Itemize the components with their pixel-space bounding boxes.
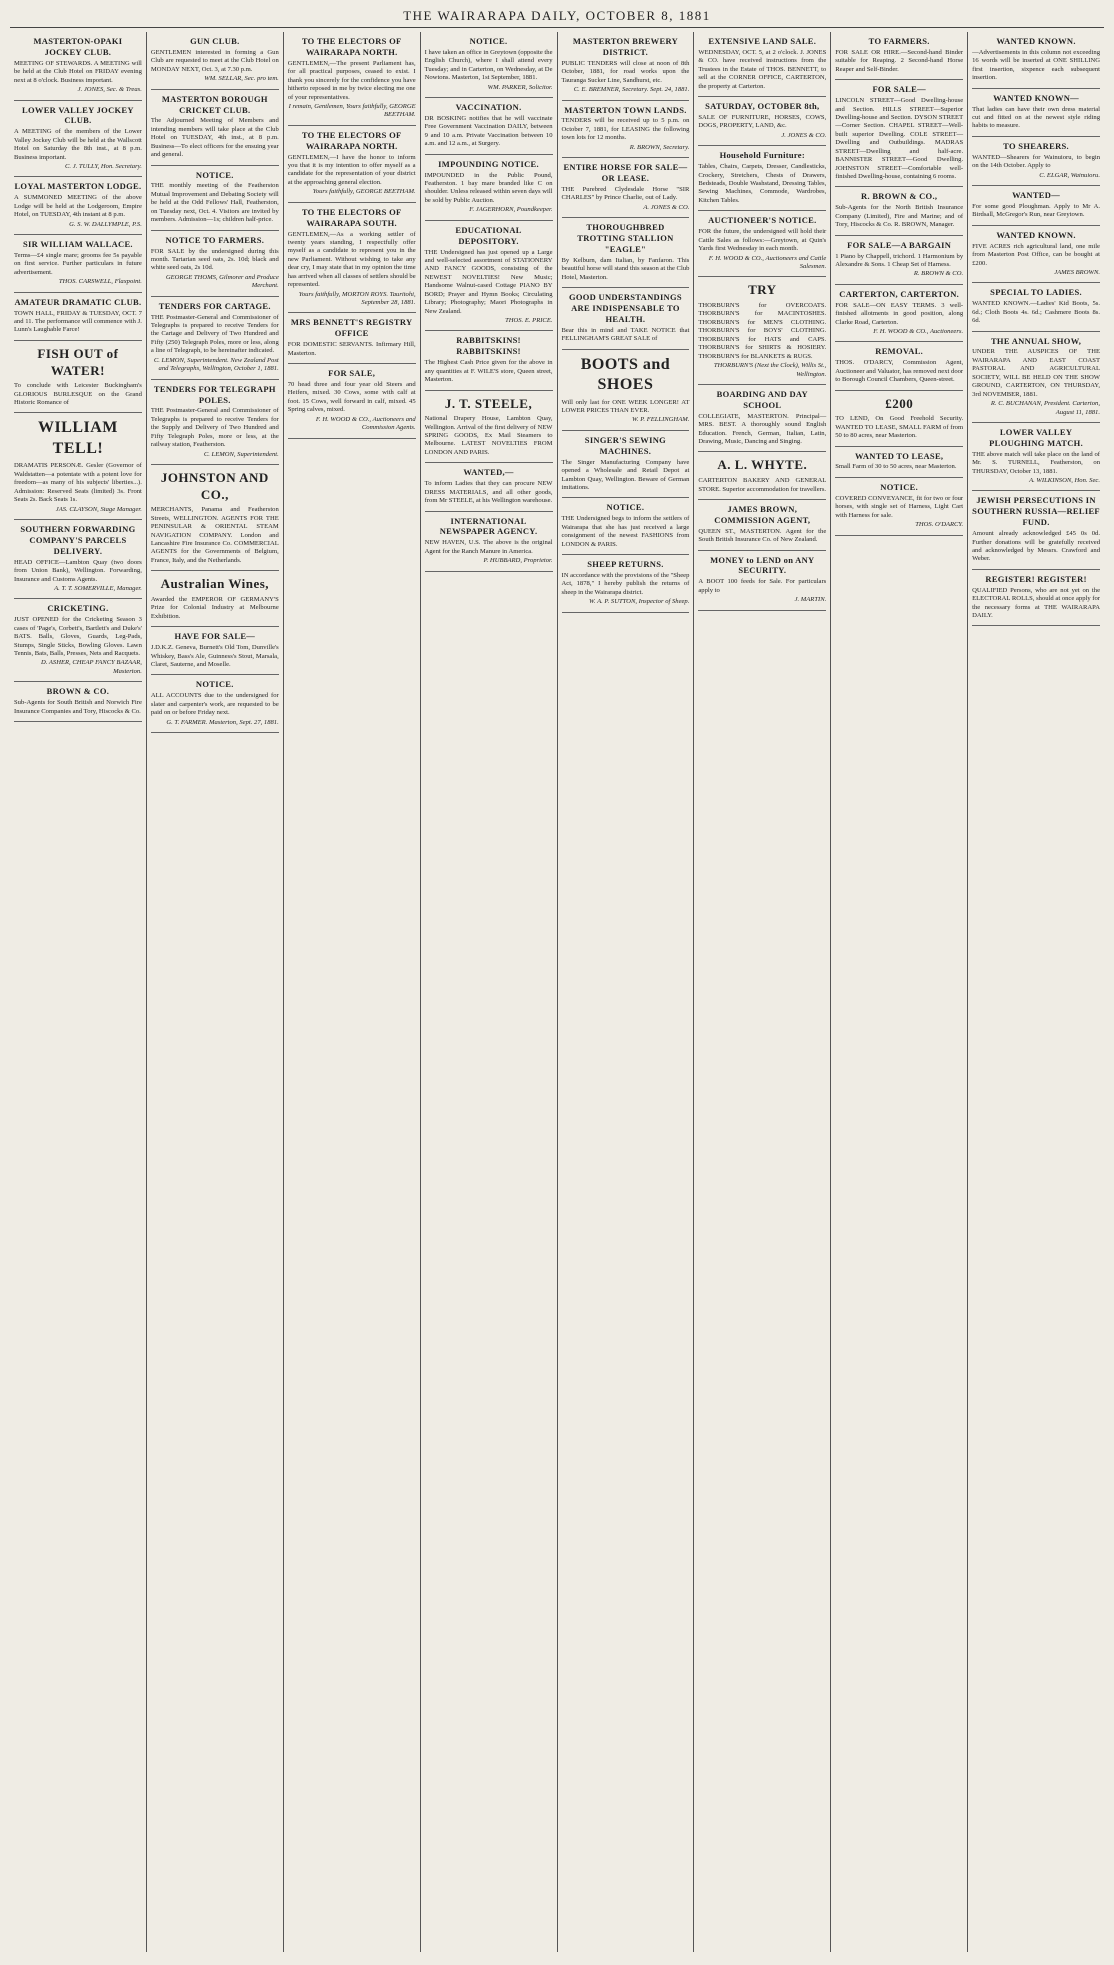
advertisement [425, 391, 553, 464]
ad-title: WANTED KNOWN— [993, 92, 1079, 103]
ad-signature: F. JAGERHORN, Poundkeeper. [469, 206, 553, 214]
advertisement [151, 571, 279, 627]
ad-body: Amount already acknowledged £45 0s 0d. Further donations will be gratefully received and acknowledged by Messrs. Crawford and Weber. [972, 530, 1100, 563]
advertisement [972, 137, 1100, 186]
advertisement [698, 551, 826, 611]
ad-body: WANTED—Shearers for Wainuioru, to begin on the 14th October. Apply to [972, 153, 1100, 170]
advertisement [562, 101, 690, 159]
ad-title: WILLIAM TELL! [37, 419, 118, 457]
ad-signature: J. MARTIN. [794, 596, 827, 604]
ad-body: The Adjourned Meeting of Members and intending members will take place at the Club Hotel on TUESDAY, 4th inst., at 8 p.m. Business—To elect officers for the ensuing year and general. [150, 117, 279, 159]
ad-signature: THOS. E. PRICE. [505, 317, 553, 324]
ad-signature: R. BROWN, Secretary. [629, 143, 690, 151]
advertisement [835, 391, 963, 447]
ad-title: SINGER'S SEWING MACHINES. [584, 434, 667, 456]
ad-signature: C. LEMON, Superintendent. [203, 450, 279, 458]
ad-title: SATURDAY, OCTOBER 8th, [705, 101, 820, 112]
ad-title: WANTED KNOWN. [996, 229, 1076, 240]
ad-title: SOUTHERN FORWARDING COMPANY'S PARCELS DELIVERY. [20, 524, 136, 556]
advertisement [288, 32, 416, 126]
ad-body: I have taken an office in Greytown (opposite the English Church), where I shall attend every Tuesday; and in Carterton, on Wednesday, at De Nowtons. Masterton, 1st September, 1881. [424, 48, 553, 82]
advertisement [698, 146, 826, 211]
advertisement [151, 675, 279, 733]
ad-title: LOWER VALLEY PLOUGHING MATCH. [989, 426, 1084, 448]
ad-title: Australian Wines, [160, 576, 270, 592]
ad-title: TRY [748, 282, 777, 298]
column-7 [831, 32, 968, 1952]
advertisement [425, 331, 553, 390]
ad-signature: WM. SELLAR, Sec. pro tem. [204, 75, 279, 83]
ad-body: For some good Ploughman. Apply to Mr A. Birdsall, McGregor's Run, near Greytown. [972, 202, 1100, 219]
advertisement [972, 226, 1100, 284]
ad-title: BROWN & CO. [46, 686, 110, 697]
ad-title: IMPOUNDING NOTICE. [438, 158, 539, 169]
ad-title: TO FARMERS. [868, 36, 930, 46]
ad-title: MASTERTON TOWN LANDS. [564, 104, 687, 115]
ad-body: THE above match will take place on the land of Mr. S. TURNELL, Featherston, on THURSDAY, October 13, 1881. [972, 450, 1100, 475]
ad-signature: G. S. W. DALLYMPLE, P.S. [69, 220, 142, 228]
ad-body: The Singer Manufacturing Company have opened a Wholesale and Retail Depot at Lambton Quay, Wellington. Beware of German imitations. [561, 458, 690, 491]
ad-body: LINCOLN STREET—Good Dwelling-house and Section. HILLS STREET—Superior Dwelling-house and Section. DYSON STREET—Corner Section. CHAPEL STREET—Well-built superior Dwelling. COLE STREET—Dwelling and Outbuildings. MADRAS STREET—Dwelling and half-acre. BANNISTER STREET—Good Dwelling. JOHNSTON STREET—Comfortable well-finished Dwelling-house, containing 6 rooms. [835, 97, 964, 180]
advertisement [972, 89, 1100, 137]
advertisement [698, 500, 826, 551]
ad-body: MERCHANTS, Panama and Featherston Streets, WELLINGTON. AGENTS FOR THE PENINSULAR & ORIENTAL STEAM NAVIGATION COMPANY. London and Lancashire Fire Insurance Co. COMMERCIAL AGENTS for the Governments of Belgium, France, Italy, and the Netherlands. [150, 506, 279, 564]
ad-body: THE Undersigned has just opened up a Large and well-selected assortment of STATIONERY AND FANCY GOODS, consisting of the NEWEST NOVELTIES! New Music; Handsome Walnut-cased Cottage PIANO BY BORD; Prayer and Hymn Books; Circulating Library; Photography; Maori Photographs in New Zealand. [424, 248, 553, 315]
advertisement [972, 491, 1100, 569]
ad-title: NOTICE. [195, 679, 234, 690]
advertisement [562, 498, 690, 555]
ad-body: By Kelburn, dam Italian, by Fanfaron. This beautiful horse will stand this season at the Club Hotel, Masterton. [561, 256, 690, 281]
advertisement [425, 512, 553, 572]
ad-body: MEETING OF STEWARDS. A MEETING will be held at the Club Hotel on FRIDAY evening next at 8 o'clock. Business important. [14, 59, 142, 84]
ad-signature: THOS. CARSWELL, Flaxpoint. [58, 278, 142, 286]
ad-title: THOROUGHBRED TROTTING STALLION "EAGLE" [577, 222, 674, 254]
ad-body: TOWN HALL, FRIDAY & TUESDAY, OCT. 7 and 11. The performance will commence with J. Lunn's Laughable Farce! [14, 309, 142, 334]
ad-body: The Highest Cash Price given for the above in any quantities at F. WILE'S store, Queen street, Masterton. [424, 359, 553, 384]
ad-signature: JAMES BROWN. [1054, 268, 1100, 276]
ad-body: To inform Ladies that they can procure NEW DRESS MATERIALS, and all other goods, from Mr STEELE, at his Wellington warehouse. [424, 480, 553, 505]
ad-title: JEWISH PERSECUTIONS IN SOUTHERN RUSSIA—RELIEF FUND. [972, 495, 1100, 528]
ad-body: FOR DOMESTIC SERVANTS. Infirmary Hill, Masterton. [287, 341, 416, 357]
ad-body: COVERED CONVEYANCE, fit for two or four horses, with single set of Harness, Light Cart with Harness for sale. [835, 494, 964, 519]
ad-body: DRAMATIS PERSONÆ. Gesler (Governor of Waldstatten—a potentate with a potent love for freedom—as many of his subjects' liberties...). Admission: Reserved Seats (limited) 3s. Front Seats 2s. Back Seats 1s. [14, 462, 142, 504]
ad-title: TENDERS FOR TELEGRAPH POLES. [153, 383, 276, 405]
ad-title: LOWER VALLEY JOCKEY CLUB. [22, 104, 134, 126]
ad-body: GENTLEMEN,—As a working settler of twenty years standing, I respectfully offer myself as a candidate to represent you in the new Parliament. Without wishing to take any dear cry, I may state that in my opinion the time has arrived when all classes of settlers should be represented. [287, 230, 416, 289]
ad-title: A. L. WHYTE. [717, 457, 808, 473]
ad-title: WANTED KNOWN. [996, 36, 1076, 46]
ad-body: FOR the future, the undersigned will hold their Cattle Sales as follows:—Greytown, at Quin's Yards first Wednesday in each month. [698, 228, 827, 253]
ad-title: NOTICE. [880, 481, 919, 492]
ad-body: WEDNESDAY, OCT. 5, at 2 o'clock. J. JONES & CO. have received instructions from the Trustees in the Estate of THOS. BENNETT, to sell at the CORNER OFFICE, CARTERTON, the property at Carterton. [698, 48, 827, 90]
advertisement [835, 285, 963, 343]
advertisement [972, 283, 1100, 331]
ad-signature: G. T. FARMER. Masterton, Sept. 27, 1881. [166, 718, 279, 726]
ad-body: WANTED KNOWN.—Ladies' Kid Boots, 5s. 6d.; Cloth Boots 4s. 6d.; Cashmere Boots 8s. 6d. [972, 300, 1100, 325]
ad-signature: C. E. BREMNER, Secretary. Sept. 24, 1881. [573, 86, 690, 94]
advertisement [972, 32, 1100, 89]
ad-body: A SUMMONED MEETING of the above Lodge will be held at the Lodgeroom, Empire Hotel, on TUESDAY, 4th instant at 8 p.m. [14, 194, 142, 219]
ad-title: NOTICE. [195, 169, 234, 180]
ad-signature: GEORGE THOMS, Gilmorer and Produce Merchant. [165, 273, 279, 290]
ad-title: J. T. STEELE, [444, 395, 533, 411]
advertisement [288, 126, 416, 203]
advertisement [562, 350, 690, 431]
ad-title: TENDERS FOR CARTAGE. [158, 300, 271, 311]
ad-body: UNDER THE AUSPICES OF THE WAIRARAPA AND EAST COAST PASTORAL AND AGRICULTURAL SOCIETY, WILL BE HELD ON THE SHOW GROUND, CARTERTON, ON THURSDAY, 3rd NOVEMBER, 1881. [972, 348, 1100, 398]
advertisement [562, 32, 690, 101]
ad-body: To conclude with Leicester Buckingham's GLORIOUS BURLESQUE on the Grand Historic Romance of [14, 382, 142, 406]
ad-signature: JAS. CLAYSON, Stage Manager. [55, 505, 142, 513]
ad-body: A MEETING of the members of the Lower Valley Jockey Club will be held at the Wallscott Hotel on Saturday the 8th inst., at 8 p.m. Business important. [14, 128, 142, 161]
ad-title: WANTED TO LEASE, [855, 450, 944, 461]
advertisement [14, 293, 142, 341]
ad-title: CARTERTON, CARTERTON. [839, 288, 960, 299]
ad-title: R. BROWN & CO., [861, 191, 938, 202]
advertisement [562, 158, 690, 218]
ad-body: COLLEGIATE, MASTERTON. Principal—MRS. BEST. A thoroughly sound English Education. French, German, Italian, Latin, Drawing, Music, Dancing and Singing. [698, 412, 827, 445]
ad-title: ENTIRE HORSE FOR SALE—OR LEASE. [563, 162, 688, 183]
ad-title: SPECIAL TO LADIES. [990, 287, 1082, 298]
ad-title: EDUCATIONAL DEPOSITORY. [455, 224, 522, 246]
advertisement [151, 380, 279, 465]
ad-body: CARTERTON BAKERY AND GENERAL STORE. Superior accommodation for travellers. [698, 477, 827, 493]
advertisement [425, 221, 553, 332]
column-1 [10, 32, 147, 1952]
ad-title: INTERNATIONAL NEWSPAPER AGENCY. [439, 515, 538, 537]
ad-body: THE Postmaster-General and Commissioner of Telegraphs is prepared to receive Tenders for the Supply and Delivery of Two Hundred and Fifty Telegraph Poles, more or less, at the railway station, Featherston. [150, 407, 279, 449]
column-5 [558, 32, 695, 1952]
ad-title: EXTENSIVE LAND SALE. [708, 36, 817, 46]
ad-body: National Drapery House, Lambton Quay, Wellington. Arrival of the first delivery of NEW SPRING GOODS, Ex Mail Steamers to Melbourne. LATEST NOVELTIES FROM LONDON AND PARIS. [424, 415, 553, 456]
masthead: THE WAIRARAPA DAILY, OCTOBER 8, 1881 [10, 8, 1104, 28]
ad-body: IN accordance with the provisions of the "Sheep Act, 1878," I hereby publish the returns of sheep in the Wairarapa district. [561, 571, 690, 596]
ad-body: THE Purebred Clydesdale Horse "SIR CHARLES" by Prince Charlie, out of Lady. [561, 185, 690, 202]
advertisement [562, 555, 690, 613]
column-2 [147, 32, 284, 1952]
ad-title: MRS BENNETT'S REGISTRY OFFICE [290, 317, 413, 339]
advertisement [698, 211, 826, 277]
ad-title: TO SHEARERS. [1003, 140, 1069, 151]
column-4 [421, 32, 558, 1952]
ad-body: FOR SALE by the undersigned during this month. Tartarian seed oats, 2s. 10d; black and white seed oats, 2s 10d. [150, 247, 279, 272]
ad-title: FOR SALE— [872, 84, 926, 95]
ad-signature: Yours faithfully, GEORGE BEETHAM. [312, 188, 416, 196]
ad-body: Terms—£4 single mare; grooms fee 5s payable on first service. Further particulars in future advertisement. [14, 251, 142, 276]
ad-signature: F. H. WOOD & CO., Auctioneers and Cattle Salesmen. [708, 254, 827, 270]
advertisement [151, 465, 279, 571]
ad-signature: D. ASHER, CHEAP FANCY BAZAAR, Masterton. [40, 659, 142, 675]
ad-title: FISH OUT of WATER! [37, 345, 119, 378]
ad-body: QUALIFIED Persons, who are not yet on the ELECTORAL ROLLS, should at once apply for the necessary forms at THE WAIRARAPA DAILY. [972, 586, 1100, 619]
ad-body: THE Undersigned begs to inform the settlers of Wairarapa that she has just received a large consignment of the newest FASHIONS from LONDON & PARIS. [561, 515, 690, 548]
ad-title: WANTED,— [463, 467, 514, 478]
ad-body: That ladies can have their own dress material cut and fitted on at the newest style riding habits to measure. [972, 105, 1100, 130]
ad-body: QUEEN ST., MASTERTON. Agent for the South British Insurance Co. of New Zealand. [698, 527, 827, 544]
ad-title: MONEY to LEND on ANY SECURITY. [710, 554, 815, 576]
ad-title: GOOD UNDERSTANDINGS ARE INDISPENSABLE TO HEALTH. [568, 292, 682, 324]
ad-body: Sub-Agents for South British and Norwich Fire Insurance Companies and Tory, Hiscocks & Co. [14, 699, 142, 715]
ad-title: NOTICE TO FARMERS. [165, 234, 265, 245]
ad-body: 70 head three and four year old Steers and Heifers, mixed. 30 Cows, some with calf at foot. 15 Cows, well forward in calf, mixed. 45 Spring calves, mixed. [287, 380, 416, 414]
ad-signature: F. H. WOOD & CO., Auctioneers. [873, 328, 964, 335]
ad-signature: J. JONES, Sec. & Treas. [77, 86, 142, 94]
ad-body: Will only last for ONE WEEK LONGER! AT LOWER PRICES THAN EVER. [561, 398, 690, 414]
ad-title: TO THE ELECTORS OF WAIRARAPA NORTH. [301, 129, 402, 151]
advertisement [835, 80, 963, 187]
ad-signature: P. HUBBARD, Proprietor. [483, 557, 553, 565]
ad-signature: A. WILKINSON, Hon. Sec. [1029, 477, 1100, 484]
advertisement [151, 231, 279, 297]
ad-title: £200 [885, 395, 914, 411]
ad-title: VACCINATION. [455, 102, 522, 113]
advertisement [14, 599, 142, 682]
ad-body: HEAD OFFICE—Lambton Quay (two doors from Union Bank), Wellington. Forwarding, Insurance and Customs Agents. [14, 558, 142, 583]
ad-body: Small Farm of 30 to 50 acres, near Masterton. [835, 463, 957, 471]
advertisement [698, 277, 826, 385]
ad-title: FOR SALE—A BARGAIN [847, 239, 952, 250]
advertisement [835, 187, 963, 235]
ad-signature: Yours faithfully, MORTON ROYS. Tauritohi, September 28, 1881. [298, 290, 416, 306]
ad-signature: F. H. WOOD & CO., Auctioneers and Commission Agents. [315, 415, 416, 432]
ad-signature: W. P. FELLINGHAM. [632, 416, 690, 424]
ad-signature: W. A. P. SUTTON, Inspector of Sheep. [589, 598, 690, 606]
ad-title: BOARDING AND DAY SCHOOL [716, 388, 808, 410]
advertisement [698, 32, 826, 97]
ad-body: IMPOUNDED in the Public Pound, Featherston. 1 bay mare branded like C on shoulder. Unless released within seven days will be sold by Public Auction. [424, 171, 553, 204]
advertisement [972, 423, 1100, 492]
ad-title: FOR SALE, [328, 368, 376, 379]
ad-body: J.D.K.Z. Geneva, Burnett's Old Tom, Dunville's Whiskey, Bass's Ale, Guinness's Stout, Marsala, Claret, Sauterne, and Moselle. [150, 644, 279, 668]
advertisement [425, 98, 553, 155]
advertisement [972, 332, 1100, 423]
ad-body: JUST OPENED for the Cricketing Season 3 cases of 'Page's, Corbett's, Bartlett's and Duke's' BATS. Balls, Gloves, Guards, Leg-Pads, Stumps, Single Sticks, Bowling Gloves. Lawn Tennis, Bats, Balls, Presses, Nets and Racquets. [14, 616, 142, 657]
ad-body: Tables, Chairs, Carpets, Dresser, Candlesticks, Crockery, Stretchers, Chests of Drawers, Bedsteads, Double Washstand, Dressing Tables, Sewing Machines, Commode, Wardrobes, Kitchen Tables. [698, 163, 827, 204]
advertisement [698, 97, 826, 146]
advertisement [14, 341, 142, 414]
ad-title: Household Furniture: [719, 150, 806, 161]
advertisement [835, 342, 963, 390]
column-6 [694, 32, 831, 1952]
ad-title: BOOTS and SHOES [580, 355, 671, 394]
ad-body: THE Postmaster-General and Commissioner of Telegraphs is prepared to receive Tenders for the Cartage and Delivery of Two Hundred and Fifty (250) Telegraph Poles, more or less, along a line of Telegraph, to be hereinafter indicated. [150, 313, 279, 355]
advertisement [14, 235, 142, 293]
ad-signature: THORBURN'S (Next the Clock), Willis St., Wellington. [713, 362, 827, 378]
ad-body: GENTLEMEN,—The present Parliament has, for all practical purposes, ceased to exist. I thank you sincerely for the confidence you have hitherto reposed in me by twice electing me one of your representatives. [287, 59, 416, 101]
advertisement [151, 297, 279, 380]
advertisement [151, 32, 279, 90]
ad-body: A BOOT 100 feeds for Sale. For particulars apply to [698, 578, 827, 594]
ad-body: THORBURN'S for OVERCOATS. THORBURN'S for MACINTOSHES. THORBURN'S for MEN'S CLOTHING. THORBURN'S for BOYS' CLOTHING. THORBURN'S for HATS and CAPS. THORBURN'S for SHIRTS & HOSIERY. THORBURN'S for BLANKETS & RUGS. [698, 302, 827, 360]
ad-title: NOTICE. [606, 502, 645, 513]
advertisement [425, 32, 553, 98]
ad-signature: R. C. BUCHANAN, President. Carterton, August 11, 1881. [990, 400, 1100, 416]
ad-body: TENDERS will be received up to 5 p.m. on October 7, 1881, for LEASING the following town lots for 12 months. [561, 117, 690, 142]
ad-title: NOTICE. [469, 36, 508, 46]
ad-title: TO THE ELECTORS OF WAIRARAPA NORTH. [301, 36, 402, 57]
ad-signature: WM. PARKER, Solicitor. [487, 83, 553, 91]
advertisement [14, 101, 142, 178]
ad-title: HAVE FOR SALE— [174, 631, 256, 642]
advertisement [698, 385, 826, 453]
ad-body: FOR SALE OR HIRE.—Second-hand Binder suitable for Reaping. 2 Second-hand Horse Reaper and Self-Binder. [835, 48, 964, 73]
ad-body: PUBLIC TENDERS will close at noon of 8th October, 1881, for road works upon the Tauranga Sucker Line, Sandhurst, etc. [561, 59, 690, 84]
advertisement [425, 463, 553, 511]
ad-body: —Advertisements in this column not exceeding 16 words will be inserted at ONE SHILLING first insertion, sixpence each subsequent insertion. [972, 48, 1100, 82]
ad-title: TO THE ELECTORS OF WAIRARAPA SOUTH. [301, 206, 402, 228]
ad-title: GUN CLUB. [190, 36, 240, 46]
ad-body: NEW HAVEN, U.S. The above is the original Agent for the Ranch Manure in America. [424, 539, 553, 555]
ad-body: 1 Piano by Chappell, trichord. 1 Harmonium by Alexandre & Sons. 1 Cheap Set of Harness. [835, 252, 964, 268]
advertisement [972, 570, 1100, 627]
ad-signature: THOS. O'DARCY. [915, 521, 964, 529]
advertisement [14, 177, 142, 235]
advertisement [562, 431, 690, 499]
ad-body: TO LEND, On Good Freehold Security. WANTED TO LEASE, SMALL FARM of from 50 to 80 acres, near Masterton. [835, 415, 964, 440]
column-8 [968, 32, 1104, 1952]
ad-signature: R. BROWN & CO. [913, 270, 964, 278]
advertisement [972, 186, 1100, 226]
ad-signature: C. J. TULLY, Hon. Secretary. [65, 163, 142, 170]
advertisement [151, 166, 279, 231]
ad-body: Bear this in mind and TAKE NOTICE that FELLINGHAM'S GREAT SALE of [561, 326, 690, 343]
ad-title: MASTERTON-OPAKI JOCKEY CLUB. [33, 36, 123, 57]
advertisement [562, 288, 690, 350]
advertisement [835, 32, 963, 80]
ad-body: FIVE ACRES rich agricultural land, one mile from Masterton Post Office, can be bought at £200. [972, 242, 1100, 267]
ad-title: SIR WILLIAM WALLACE. [23, 239, 133, 250]
advertisement [288, 203, 416, 314]
advertisement [835, 447, 963, 478]
ad-signature: C. ELGAR, Wainuioru. [1039, 171, 1100, 179]
ad-signature: A. JONES & CO. [643, 203, 690, 211]
advertisement [14, 520, 142, 599]
ad-body: SALE OF FURNITURE, HORSES, COWS, DOGS, PROPERTY, LAND, &c. [698, 113, 827, 130]
ad-title: AMATEUR DRAMATIC CLUB. [14, 296, 142, 307]
ad-body: ALL ACCOUNTS due to the undersigned for slater and carpenter's work, are requested to be paid on or before Friday next. [150, 692, 279, 717]
advertisement [425, 155, 553, 221]
advertisement [562, 218, 690, 288]
ad-title: AUCTIONEER'S NOTICE. [708, 215, 817, 226]
ad-title: SHEEP RETURNS. [587, 559, 664, 569]
ad-body: GENTLEMEN interested in forming a Gun Club are requested to meet at the Club Hotel on MONDAY NEXT, Oct. 3, at 7.30 p.m. [150, 48, 279, 73]
advertisement [288, 364, 416, 439]
ad-title: JOHNSTON AND CO., [160, 470, 269, 502]
ad-signature: J. JONES & CO. [781, 131, 827, 139]
advertisement [835, 236, 963, 285]
column-3 [284, 32, 421, 1952]
advertisement [14, 32, 142, 101]
ad-title: JAMES BROWN, COMMISSION AGENT, [714, 503, 811, 525]
ad-title: RABBITSKINS! RABBITSKINS! [456, 335, 521, 357]
ad-body: Awarded the EMPEROR OF GERMANY'S Prize for Colonial Industry at Melbourne Exhibition. [150, 595, 279, 620]
advertisement [288, 313, 416, 364]
advertisement [151, 627, 279, 675]
ad-title: MASTERTON BREWERY DISTRICT. [572, 36, 679, 57]
advertisement [14, 682, 142, 722]
ad-title: REMOVAL. [875, 346, 924, 357]
advertisement [14, 413, 142, 520]
ad-signature: I remain, Gentlemen, Yours faithfully, GEORGE BEETHAM. [288, 102, 416, 119]
advertisement [698, 452, 826, 500]
ad-body: THE monthly meeting of the Featherston Mutual Improvement and Debating Society will be held at the Odd Fellows' Hall, Featherston, on Tuesday next, Oct. 4. Visitors are invited by members. Admission—1s; children half-price. [150, 182, 279, 224]
ad-signature: C. LEMON, Superintendent. New Zealand Post and Telegraphs, Wellington, October 1, 1881. [153, 356, 279, 373]
ad-signature: A. T. T. SOMERVILLE, Manager. [54, 584, 142, 592]
ad-body: GENTLEMEN,—I have the honor to inform you that it is my intention to offer myself as a candidate for the representation of your district at the approaching general election. [287, 153, 416, 186]
ad-body: FOR SALE—ON EASY TERMS. 3 well-finished allotments in good position, along Clarke Road, Carterton. [835, 301, 964, 326]
advertisement [835, 478, 963, 536]
column-container [10, 32, 1104, 1952]
ad-body: THOS. O'DARCY, Commission Agent, Auctioneer and Valuator, has removed next door to Borough Council Chambers, Queen-street. [835, 359, 964, 384]
ad-title: LOYAL MASTERTON LODGE. [14, 181, 142, 192]
advertisement [151, 90, 279, 166]
ad-title: THE ANNUAL SHOW, [990, 335, 1082, 346]
ad-title: REGISTER! REGISTER! [985, 573, 1087, 584]
ad-title: CRICKETING. [47, 603, 109, 614]
ad-title: MASTERTON BOROUGH CRICKET CLUB. [161, 93, 268, 115]
ad-body: DR BOSKING notifies that he will vaccinate Free Government Vaccination DAILY, between 9 and 10 a.m. Private Vaccination between 10 a.m. and 12 a.m., at Surgery. [424, 114, 553, 148]
ad-title: WANTED— [1012, 190, 1061, 200]
ad-body: Sub-Agents for the North British Insurance Company (Limited), Fire and Marine; and of Tory, Hiscocks & Co. R. BROWN, Manager. [835, 204, 964, 229]
